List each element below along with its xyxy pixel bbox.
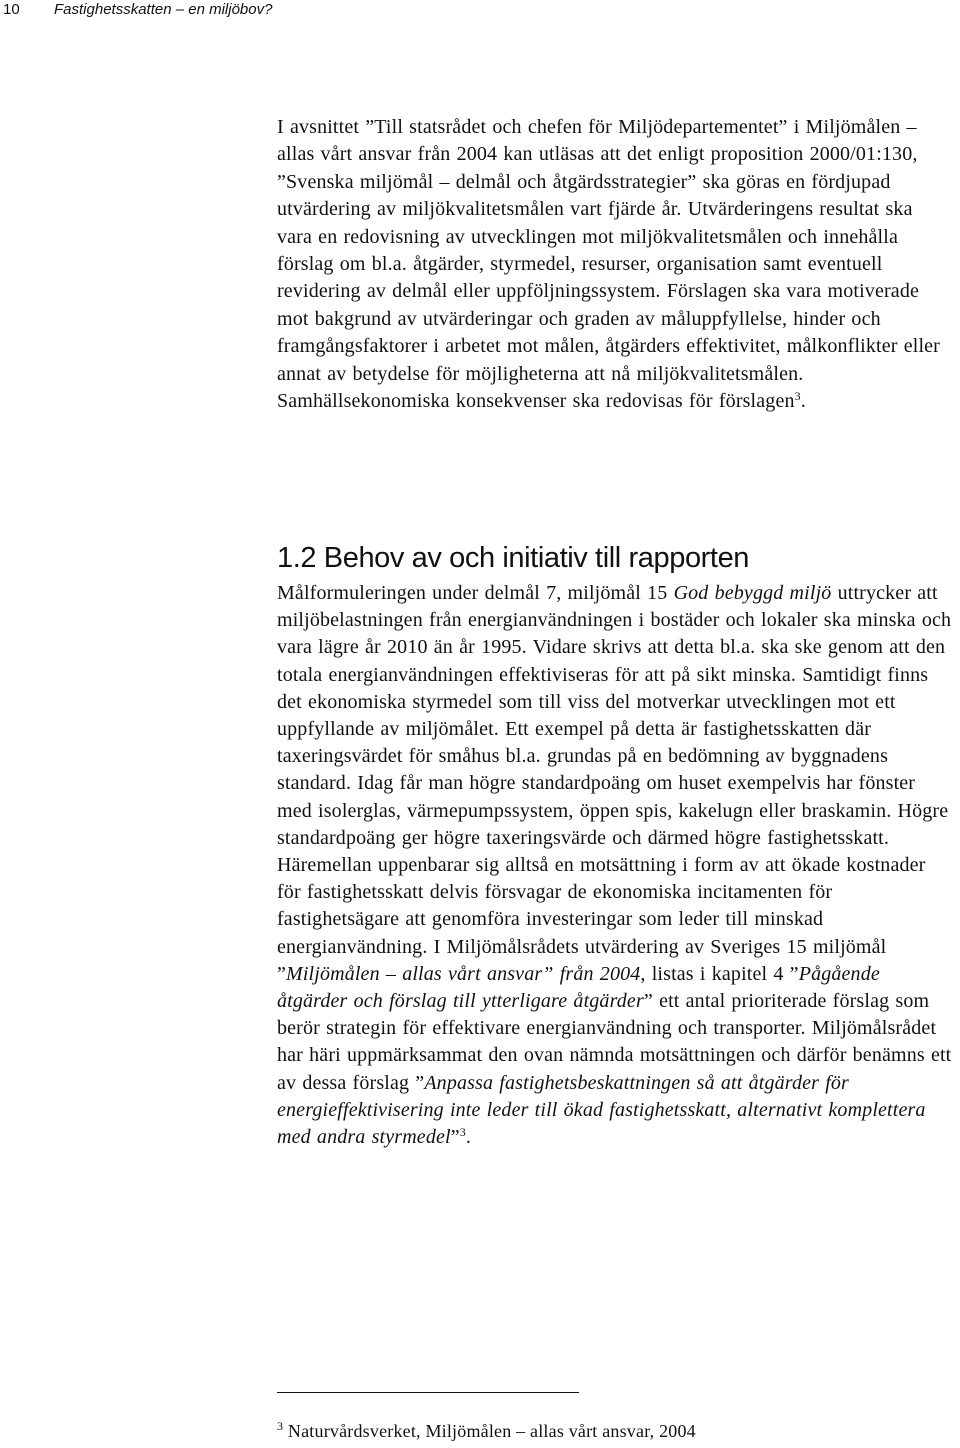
page-number: 10 — [3, 1, 20, 18]
paragraph-segment-italic: Anpassa fastighetsbeskattningen så att åtgärder för energieffektivisering inte leder till ökad fastighetsskatt, alternativt komplettera med andra styrmedel — [277, 1071, 926, 1149]
footnote-number: 3 — [277, 1419, 284, 1433]
paragraph-segment-italic: Pågående åtgärder och förslag till ytterligare åtgärder — [277, 962, 880, 1013]
section-paragraph — [277, 580, 952, 1151]
paragraph-segment: Målformuleringen under delmål 7, miljömål 15 — [277, 582, 674, 604]
running-header — [0, 0, 960, 20]
paragraph-segment: ” ett antal prioriterade förslag som berör strategin för effektivare energianvändning och transporter. Miljömålsrådet har häri uppmärksammat den ovan nämnda motsättningen och därför benämns ett av dessa förslag ” — [277, 990, 952, 1094]
intro-paragraph-text: I avsnittet ”Till statsrådet och chefen för Miljödepartementet” i Miljömålen – allas vårt ansvar från 2004 kan utläsas att det enligt proposition 2000/01:130, ”Svenska miljömål – delmål och åtgärdsstrategier” ska göras en fördjupad utvärdering av miljökvalitetsmålen vart fjärde år. Utvärderingens resultat ska vara en redovisning av utvecklingen mot miljökvalitetsmålen och innehålla förslag om bl.a. åtgärder, styrmedel, resurser, organisation samt eventuell revidering av delmål eller uppföljningssystem. Förslagen ska vara motiverade mot bakgrund av utvärderingar och graden av måluppfyllelse, hinder och framgångsfaktorer i arbetet mot målen, åtgärders effektivitet, målkonflikter eller annat av betydelse för möjligheterna att nå miljökvalitetsmålen. Samhällsekonomiska konsekvenser ska redovisas för förslagen — [277, 116, 940, 413]
paragraph-segment-italic: God bebyggd miljö — [673, 582, 832, 604]
footnote — [277, 1419, 952, 1443]
footnote-text: Naturvårdsverket, Miljömålen – allas vårt ansvar, 2004 — [283, 1421, 696, 1441]
section-heading: 1.2 Behov av och initiativ till rapporten — [277, 542, 750, 574]
footnote-reference: 3 — [794, 389, 801, 404]
section-paragraph-end: . — [465, 1126, 472, 1149]
intro-paragraph — [277, 114, 952, 415]
paragraph-segment-italic: Miljömålen – allas vårt ansvar” från 2004 — [286, 962, 641, 985]
paragraph-segment: ” — [450, 1126, 460, 1149]
intro-paragraph-end: . — [800, 390, 806, 413]
footnote-reference: 3 — [459, 1125, 466, 1140]
paragraph-segment: , listas i kapitel 4 ” — [640, 962, 799, 985]
running-title: Fastighetsskatten – en miljöbov? — [54, 1, 273, 18]
paragraph-segment: uttrycker att miljöbelastningen från energianvändningen i bostäder och lokaler ska minska och vara lägre år 2010 än år 1995. Vidare skrivs att detta bl.a. ska ske genom att den totala energianvändningen effektiviseras för att på sikt minska. Samtidigt finns det ekonomiska styrmedel som till viss del motverkar utvecklingen mot ett uppfyllande av miljömålet. Ett exempel på detta är fastighetsskatten där taxeringsvärdet för småhus bl.a. grundas på en bedömning av byggnadens standard. Idag får man högre standardpoäng om huset exempelvis har fönster med isolerglas, värmepumpssystem, öppen spis, kakelugn eller braskamin. Högre standardpoäng ger högre taxeringsvärde och därmed högre fastighetsskatt. Häremellan uppenbarar sig alltså en motsättning i form av att ökade kostnader för fastighetsskatt delvis försvagar de ekonomiska incitamenten för fastighetsägare att genomföra investeringar som leder till minskad energianvändning. I Miljömålsrådets utvärdering av Sveriges 15 miljömål ” — [277, 582, 952, 985]
footnote-divider — [277, 1392, 579, 1393]
